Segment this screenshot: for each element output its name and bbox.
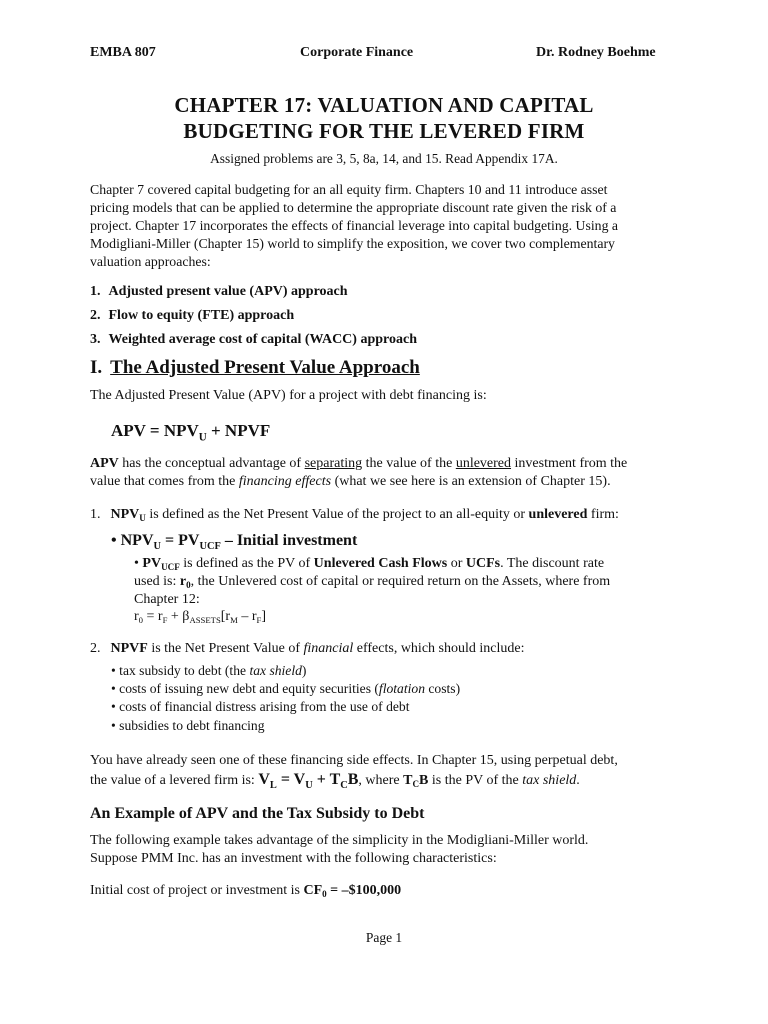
intro-line: Chapter 7 covered capital budgeting for an all equity firm. Chapters 10 and 11 introduce asset	[90, 182, 608, 197]
npvu-formula: • $NPV_U = PV_{UCF}$ – Initial investment	[111, 532, 358, 553]
bullet-icon: •	[134, 556, 139, 571]
capm-formula: $r_0 = r_F + \beta_{ASSETS}[r_M - r_F]$	[134, 609, 266, 625]
side-effects-line-2: the value of a levered firm is: $V_L = V_U + T_CB$, where $T_CB$ is the PV of the tax shield.	[90, 771, 580, 792]
bullet-icon: •	[111, 663, 120, 678]
apv-advantage-line-1: APV has the conceptual advantage of separating the value of the unlevered investment from the	[90, 456, 628, 471]
effect-item: • costs of financial distress arising from the use of debt	[111, 699, 410, 714]
example-heading: An Example of APV and the Tax Subsidy to Debt	[90, 805, 425, 822]
approach-item: 2. Flow to equity (FTE) approach	[90, 308, 295, 323]
apv-formula: APV = $NPV_U$ + NPVF	[111, 421, 271, 444]
header-course: EMBA 807	[90, 45, 156, 60]
assigned-problems: Assigned problems are 3, 5, 8a, 14, and 15. Read Appendix 17A.	[210, 151, 558, 166]
page-number: Page 1	[365, 930, 403, 945]
example-line-1: The following example takes advantage of the simplicity in the Modigliani-Miller world.	[90, 833, 589, 848]
approach-item: 1. Adjusted present value (APV) approach	[90, 284, 348, 299]
pvucf-line-3: Chapter 12:	[134, 592, 200, 607]
example-line-2: Suppose PMM Inc. has an investment with the following characteristics:	[90, 851, 497, 866]
side-effects-line-1: You have already seen one of these financing side effects. In Chapter 15, using perpetual debt,	[90, 753, 618, 768]
intro-line: valuation approaches:	[90, 254, 211, 269]
approach-item: 3. Weighted average cost of capital (WACC) approach	[90, 332, 417, 347]
pvucf-line-2: used is: $r_0$, the Unlevered cost of capital or required return on the Assets, where from	[134, 574, 611, 590]
intro-paragraph	[90, 181, 690, 271]
bullet-icon: •	[111, 532, 117, 549]
effect-item: • costs of issuing new debt and equity securities (flotation costs)	[111, 681, 461, 696]
header-subject: Corporate Finance	[300, 45, 414, 60]
intro-line: Modigliani-Miller (Chapter 15) world to simplify the exposition, we cover two complementary	[90, 236, 615, 251]
bullet-icon: •	[111, 699, 120, 714]
npvu-definition: 1. $NPV_U$ is defined as the Net Present Value of the project to an all-equity or unlevered firm:	[90, 507, 619, 523]
effect-item: • tax subsidy to debt (the tax shield)	[111, 663, 307, 678]
title-line-1: CHAPTER 17: VALUATION AND CAPITAL	[174, 93, 594, 117]
section-heading-apv: I. The Adjusted Present Value Approach	[90, 357, 420, 378]
effect-item: • subsidies to debt financing	[111, 718, 265, 733]
header-instructor: Dr. Rodney Boehme	[536, 45, 656, 60]
bullet-icon: •	[111, 681, 120, 696]
pvucf-line-1: • $PV_{UCF}$ is defined as the PV of Unlevered Cash Flows or UCFs. The discount rate	[134, 556, 605, 572]
apv-advantage-line-2: value that comes from the financing effects (what we see here is an extension of Chapter 15).	[90, 474, 611, 489]
npvf-definition: 2. NPVF is the Net Present Value of financial effects, which should include:	[90, 641, 525, 656]
intro-line: project. Chapter 17 incorporates the effects of financial leverage into capital budgeting. Using a	[90, 218, 619, 233]
apv-intro: The Adjusted Present Value (APV) for a project with debt financing is:	[90, 388, 487, 403]
title-line-2: BUDGETING FOR THE LEVERED FIRM	[183, 119, 585, 143]
initial-cost: Initial cost of project or investment is $CF_0$ = –$100,000	[90, 883, 402, 899]
bullet-icon: •	[111, 718, 120, 733]
intro-line: pricing models that can be applied to determine the appropriate discount rate given the risk of a	[90, 200, 617, 215]
